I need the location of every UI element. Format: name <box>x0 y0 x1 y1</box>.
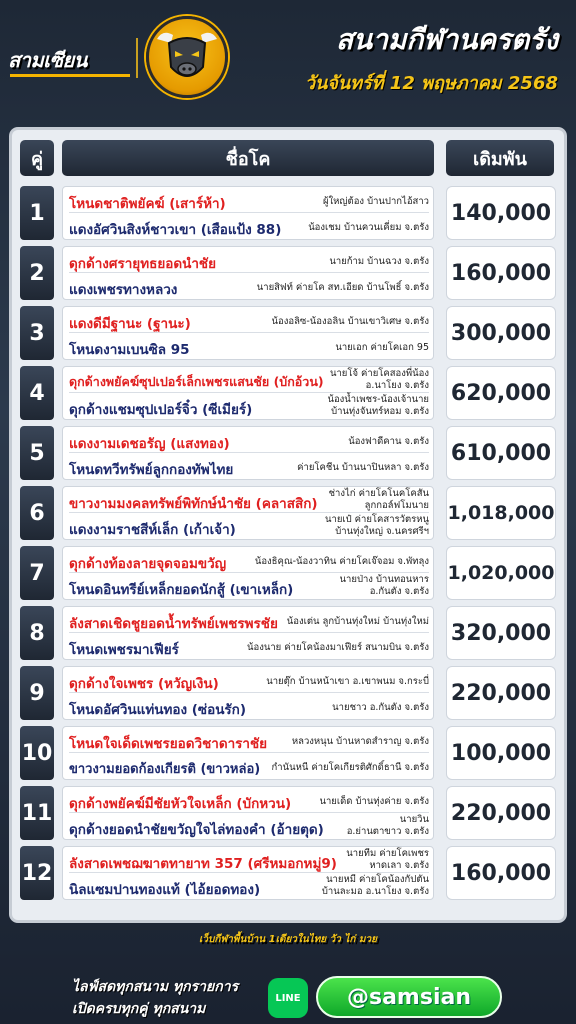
bet-amount: 1,018,000 <box>446 486 556 540</box>
bull-name: ดุกด้างแชมซุปเปอร์จิ๋ว (ซีเมียร์) <box>69 402 253 418</box>
bull-b-line <box>69 874 429 899</box>
bull-name: โหนดทวีทรัพย์ลูกกองทัพไทย <box>69 462 234 478</box>
owner-line-1: น้องนาย ค่ายโคน้องมาเฟียร์ สนามบิน จ.ตรัง <box>247 642 429 653</box>
pair-names <box>62 486 434 540</box>
pair-number: 2 <box>20 246 54 300</box>
bull-a-line <box>69 608 429 633</box>
owner-info <box>255 554 429 569</box>
owner-info <box>319 794 429 809</box>
pair-number: 10 <box>20 726 54 780</box>
bull-name: ลังสาดเพชฌฆาตทายาท 357 (ศรีหมอกหมู่9) <box>69 856 337 872</box>
pair-names <box>62 426 434 480</box>
owner-info <box>348 434 429 449</box>
pair-names <box>62 306 434 360</box>
bull-name: โหนดอัศวินแท่นทอง (ซ่อนรัก) <box>69 702 247 718</box>
owner-line-2: อ.ย่านตาขาว จ.ตรัง <box>346 826 429 837</box>
owner-info <box>247 640 429 655</box>
owner-info <box>329 488 429 512</box>
bull-name: โหนดอินทรีย์เหล็กยอดนักสู้ (เขาเหล็ก) <box>69 582 294 598</box>
bull-b-line <box>69 754 429 779</box>
owner-line-2: บ้านละมอ อ.นาโยง จ.ตรัง <box>321 886 429 897</box>
bull-b-line <box>69 514 429 539</box>
match-row <box>20 546 556 600</box>
owner-line-1: น้องเต่น ลูกบ้านทุ่งใหม่ บ้านทุ่งใหม่ <box>286 616 429 627</box>
owner-info <box>292 734 429 749</box>
match-row <box>20 426 556 480</box>
owner-line-1: น้องธิคุณ-น้องวาทิน ค่ายโคเจ๊จอม จ.พัทลุง <box>254 556 429 567</box>
bull-name: ดุกด้างใจเพชร (หวัญเงิน) <box>69 676 219 692</box>
bet-amount: 220,000 <box>446 786 556 840</box>
pair-names <box>62 546 434 600</box>
pair-names <box>62 606 434 660</box>
owner-info <box>335 340 429 355</box>
owner-info <box>272 314 429 329</box>
bull-a-line <box>69 728 429 753</box>
owner-line-1: หลวงหนุน บ้านหาดสำราญ จ.ตรัง <box>291 736 429 747</box>
owner-line-1: นายวิน <box>399 814 429 825</box>
bull-name: แดงดีมีฐานะ (ฐานะ) <box>69 316 191 332</box>
bet-amount: 100,000 <box>446 726 556 780</box>
bull-a-line <box>69 548 429 573</box>
line-id-button[interactable]: @samsian <box>316 976 502 1018</box>
bet-amount: 1,020,000 <box>446 546 556 600</box>
pair-number: 9 <box>20 666 54 720</box>
header-bet: เดิมพัน <box>446 140 554 176</box>
brand-divider <box>136 38 138 78</box>
bull-a-line <box>69 788 429 813</box>
match-row <box>20 306 556 360</box>
bet-amount: 140,000 <box>446 186 556 240</box>
bull-a-line <box>69 488 429 513</box>
match-row <box>20 486 556 540</box>
match-row <box>20 366 556 420</box>
bull-name: แดงอัศวินสิงห์ชาวเขา (เสือแป้ง 88) <box>69 222 282 238</box>
live-text-1: ไลฟ์สดทุกสนาม ทุกรายการ <box>72 979 239 995</box>
bull-name: โหนดใจเด็ดเพชรยอดวิชาดาราชัย <box>69 736 268 752</box>
pair-names <box>62 666 434 720</box>
footer-tagline: เว็บกีฬาพื้นบ้าน 1เดียวในไทย วัว ไก่ มวย <box>199 934 377 945</box>
pair-number: 3 <box>20 306 54 360</box>
owner-info <box>323 194 429 209</box>
match-row <box>20 726 556 780</box>
owner-line-1: ช่างไก่ ค่ายโคโนคโคสัน <box>328 488 429 499</box>
bull-name: โหนดชาติพยัคฆ์ (เสาร์ห้า) <box>69 196 226 212</box>
bull-b-line <box>69 454 429 479</box>
owner-info <box>297 460 429 475</box>
footer <box>0 928 576 1024</box>
bet-amount: 160,000 <box>446 846 556 900</box>
match-row <box>20 186 556 240</box>
owner-line-2: หาดเลา จ.ตรัง <box>369 860 429 871</box>
owner-info <box>266 674 429 689</box>
pair-names <box>62 186 434 240</box>
bet-amount: 320,000 <box>446 606 556 660</box>
owner-line-1: นายเด็ด บ้านทุ่งค่าย จ.ตรัง <box>319 796 429 807</box>
bull-name: ขาวงามมงคลทรัพย์พิทักษ์นำชัย (คลาสสิก) <box>69 496 318 512</box>
owner-info <box>330 368 429 392</box>
bet-amount: 620,000 <box>446 366 556 420</box>
owner-line-1: น้องฟาดีคาน จ.ตรัง <box>348 436 429 447</box>
page-title: สนามกีฬานครตรัง <box>335 23 558 56</box>
owner-line-1: น้องเชม บ้านควนเคี่ยม จ.ตรัง <box>308 222 429 233</box>
owner-info <box>322 874 429 898</box>
bull-b-line <box>69 214 429 239</box>
owner-info <box>347 814 429 838</box>
owner-line-1: นายหมี ค่ายโคน้องกัปตัน <box>326 874 429 885</box>
match-row <box>20 786 556 840</box>
pair-number: 6 <box>20 486 54 540</box>
bull-name: ดุกด้างศรายุทธยอดนำชัย <box>69 256 216 272</box>
bull-name: ดุกด้างท้องลายจุดจอมขวัญ <box>69 556 227 572</box>
bull-a-line <box>69 668 429 693</box>
pair-names <box>62 786 434 840</box>
owner-line-1: ค่ายโคชีน บ้านนาปินหลา จ.ตรัง <box>297 462 429 473</box>
owner-line-2: อ.กันตัง จ.ตรัง <box>369 586 429 597</box>
owner-info <box>327 394 429 418</box>
owner-line-1: นายป่าง บ้านทอนหาร <box>339 574 429 585</box>
match-row <box>20 846 556 900</box>
line-app-icon[interactable]: LINE <box>268 978 308 1018</box>
match-board <box>12 130 564 920</box>
owner-line-1: น้องน้ำเพชร-น้องเจ้านาย <box>327 394 429 405</box>
bull-name: ดุกด้างยอดนำชัยขวัญใจไล่ทองคำ (อ้ายตุด) <box>69 822 324 838</box>
live-text-2: เปิดครบทุกคู่ ทุกสนาม <box>72 1001 206 1017</box>
bull-b-line <box>69 394 429 419</box>
owner-info <box>325 514 429 538</box>
pair-number: 5 <box>20 426 54 480</box>
bet-amount: 220,000 <box>446 666 556 720</box>
owner-line-2: บ้านทุ่งใหญ่ จ.นครศรีฯ <box>335 526 429 537</box>
bull-b-line <box>69 634 429 659</box>
bull-a-line <box>69 368 429 393</box>
event-date: วันจันทร์ที่ 12 พฤษภาคม 2568 <box>304 73 558 94</box>
owner-line-1: นายตุ๊ก บ้านหน้าเขา อ.เขาพนม จ.กระบี่ <box>266 676 429 687</box>
match-row <box>20 246 556 300</box>
pair-number: 7 <box>20 546 54 600</box>
bull-name: ดุกด้างพยัคฆ์มีชัยหัวใจเหล็ก (บักหวน) <box>69 796 292 812</box>
bull-a-line <box>69 308 429 333</box>
pair-names <box>62 846 434 900</box>
owner-line-2: อ.นาโยง จ.ตรัง <box>365 380 429 391</box>
pair-number: 11 <box>20 786 54 840</box>
owner-info <box>287 614 429 629</box>
match-row <box>20 666 556 720</box>
bull-b-line <box>69 694 429 719</box>
bull-name: นิลแซมปานทองแท้ (ไอ้ยอดทอง) <box>69 882 261 898</box>
owner-line-1: นายเป๋ ค่ายโคสารวัตรหนู <box>324 514 429 525</box>
bull-a-line <box>69 848 429 873</box>
bull-name: โหนดงามเบนซิล 95 <box>69 342 190 358</box>
bull-a-line <box>69 428 429 453</box>
bull-b-line <box>69 574 429 599</box>
owner-line-2: ลูกกอล์ฟโมนาย <box>364 500 429 511</box>
bull-name: ลังสาดเชิดชูยอดน้ำทรัพย์เพชรพรชัย <box>69 616 278 632</box>
owner-line-1: นายทีม ค่ายโคเพชร <box>346 848 429 859</box>
owner-line-1: นายสิฟท์ ค่ายโค สท.เอียด บ้านโพธิ์ จ.ตรัง <box>256 282 429 293</box>
owner-info <box>329 254 429 269</box>
owner-line-1: นายก้าม บ้านฉวง จ.ตรัง <box>329 256 429 267</box>
owner-line-1: น้องอลิซ-น้องอลิน บ้านเขาวิเศษ จ.ตรัง <box>271 316 429 327</box>
owner-line-1: นายชาว อ.กันตัง จ.ตรัง <box>332 702 429 713</box>
pair-number: 4 <box>20 366 54 420</box>
bull-name: ดุกด้างพยัคฆ์ซุปเปอร์เล็กเพชรแสนชัย (บักอ้วน) <box>69 374 324 389</box>
bull-name: โหนดเพชรมาเฟียร์ <box>69 642 179 658</box>
owner-line-1: นายโจ้ ค่ายโคสองพี่น้อง <box>329 368 429 379</box>
owner-line-1: นายเอก ค่ายโคเอก 95 <box>335 342 429 353</box>
brand-name: สามเซียน <box>8 48 87 72</box>
bull-name: แดงงามเดชอรัญ (แสงทอง) <box>69 436 230 452</box>
owner-info <box>272 760 430 775</box>
pair-names <box>62 366 434 420</box>
bull-name: ขาวงามยอดก้องเกียรติ (ขาวหล่อ) <box>69 762 261 777</box>
bet-amount: 160,000 <box>446 246 556 300</box>
bull-b-line <box>69 334 429 359</box>
owner-line-2: บ้านทุ่งจันทร์หอม จ.ตรัง <box>331 406 429 417</box>
pair-names <box>62 246 434 300</box>
bull-a-line <box>69 188 429 213</box>
bet-amount: 610,000 <box>446 426 556 480</box>
brand-underline <box>10 74 130 77</box>
bull-logo-icon <box>146 16 228 98</box>
header-bull-name: ชื่อโค <box>62 140 434 176</box>
header-pair-no: คู่ <box>20 140 54 176</box>
bull-a-line <box>69 248 429 273</box>
owner-info <box>308 220 429 235</box>
match-row <box>20 606 556 660</box>
pair-number: 8 <box>20 606 54 660</box>
pair-names <box>62 726 434 780</box>
bull-b-line <box>69 274 429 299</box>
owner-info <box>332 700 429 715</box>
bet-amount: 300,000 <box>446 306 556 360</box>
owner-line-1: ผู้ใหญ่ต้อง บ้านปากไอ้สาว <box>322 196 429 207</box>
bull-name: แดงงามราชสีห์เล็ก (เก้าเจ้า) <box>69 522 236 538</box>
owner-info <box>257 280 429 295</box>
bull-b-line <box>69 814 429 839</box>
bull-name: แดงเพชรทางหลวง <box>69 282 178 298</box>
pair-number: 1 <box>20 186 54 240</box>
pair-number: 12 <box>20 846 54 900</box>
owner-line-1: กำนันหนี ค่ายโคเกียรติศักดิ์ธานี จ.ตรัง <box>271 762 429 773</box>
owner-info <box>346 848 429 872</box>
owner-info <box>340 574 429 598</box>
header <box>0 0 576 120</box>
